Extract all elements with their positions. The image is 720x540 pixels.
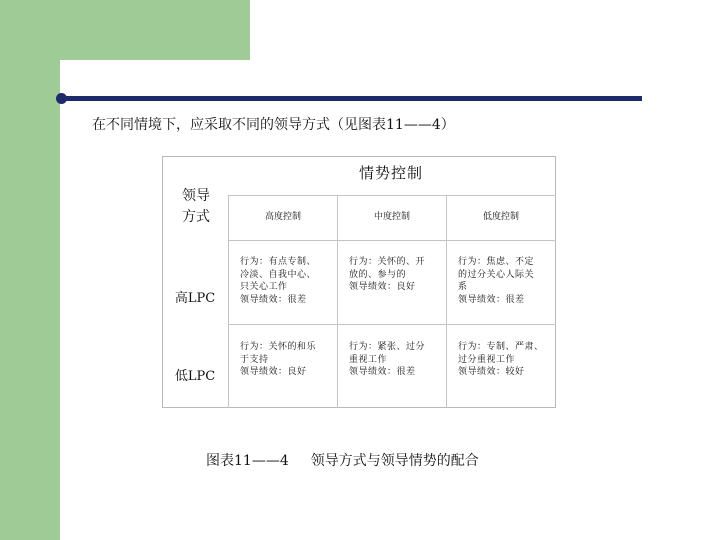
cell-line: 只关心工作 [240, 282, 288, 292]
row-label-low-lpc: 低LPC [174, 369, 216, 384]
leadership-style-header-line2: 方式 [182, 209, 210, 225]
cell-line: 领导绩效：良好 [349, 282, 416, 292]
cell-line: 领导绩效：很差 [240, 294, 307, 305]
table-divider [228, 240, 556, 241]
table-divider [337, 195, 338, 408]
column-header-low: 低度控制 [482, 212, 519, 222]
column-header-high: 高度控制 [264, 212, 301, 222]
cell-line: 行为：关怀的、开 [349, 257, 426, 267]
table-cell [349, 256, 443, 294]
situation-control-header: 情势控制 [358, 164, 423, 182]
cell-line: 系 [458, 282, 468, 292]
cell-line: 冷淡、自我中心、 [240, 269, 317, 280]
cell-line: 领导绩效：良好 [240, 367, 307, 377]
cell-line: 领导绩效：较好 [458, 367, 525, 377]
cell-line: 行为：有点专制、 [240, 257, 317, 267]
table-divider [228, 324, 556, 325]
cell-line: 的过分关心人际关 [458, 269, 535, 280]
cell-line: 过分重视工作 [458, 354, 516, 365]
cell-line: 领导绩效：很差 [458, 294, 525, 305]
column-header-medium: 中度控制 [373, 212, 410, 222]
top-green-band [0, 0, 250, 60]
cell-line: 重视工作 [349, 354, 388, 365]
table-divider [228, 195, 556, 196]
cell-line: 行为：专制、严肃、 [458, 342, 544, 352]
cell-line: 放的、参与的 [349, 269, 407, 280]
cell-line: 行为：紧张、过分 [349, 342, 426, 352]
row-label-high-lpc: 高LPC [174, 291, 216, 306]
caption-number: 图表11——4 [206, 453, 289, 469]
figure-caption [206, 450, 479, 470]
table-divider [446, 195, 447, 408]
table-cell [349, 341, 443, 379]
leadership-style-header [176, 186, 216, 228]
table-cell [458, 341, 552, 379]
table-divider [228, 195, 229, 408]
table-cell [240, 341, 334, 379]
cell-line: 行为：焦虑、不定 [458, 257, 535, 267]
title-rule [62, 96, 642, 101]
intro-text: 在不同情境下，应采取不同的领导方式（见图表11——4） [92, 117, 455, 133]
cell-line: 领导绩效：很差 [349, 367, 416, 377]
caption-title: 领导方式与领导情势的配合 [310, 453, 479, 469]
table-cell [240, 256, 334, 306]
left-green-band [0, 0, 60, 540]
leadership-style-header-line1: 领导 [182, 188, 210, 204]
cell-line: 行为：关怀的和乐 [240, 342, 317, 352]
cell-line: 于支持 [240, 354, 269, 365]
table-cell [458, 256, 552, 306]
